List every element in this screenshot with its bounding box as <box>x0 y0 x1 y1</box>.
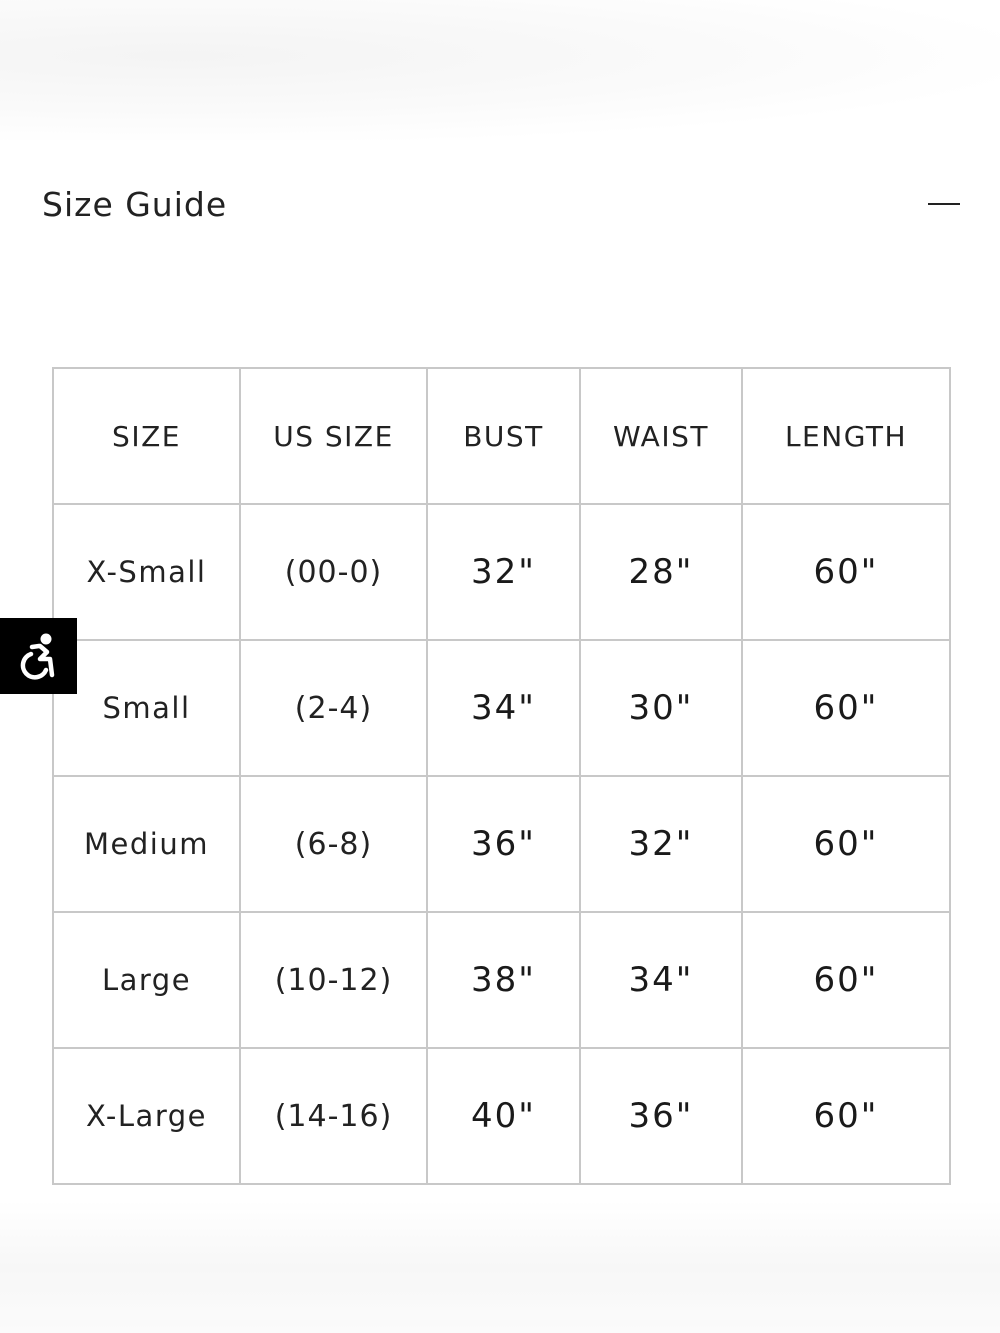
cell-bust: 36" <box>427 776 580 912</box>
cell-us-size: (14-16) <box>240 1048 427 1184</box>
size-guide-table <box>52 367 951 1185</box>
cell-size: Large <box>53 912 240 1048</box>
cell-us-size: (2-4) <box>240 640 427 776</box>
cell-us-size: (00-0) <box>240 504 427 640</box>
table-row <box>53 1048 950 1184</box>
cell-bust: 38" <box>427 912 580 1048</box>
header-us-size: US SIZE <box>240 368 427 504</box>
cell-size: X-Large <box>53 1048 240 1184</box>
cell-waist: 28" <box>580 504 742 640</box>
table-row <box>53 912 950 1048</box>
top-fade-background <box>0 0 1000 140</box>
table-row <box>53 640 950 776</box>
cell-bust: 40" <box>427 1048 580 1184</box>
cell-length: 60" <box>742 776 950 912</box>
header-bust: BUST <box>427 368 580 504</box>
table-row <box>53 776 950 912</box>
size-guide-title: Size Guide <box>42 184 228 224</box>
cell-bust: 34" <box>427 640 580 776</box>
cell-waist: 30" <box>580 640 742 776</box>
cell-waist: 34" <box>580 912 742 1048</box>
cell-length: 60" <box>742 640 950 776</box>
cell-waist: 32" <box>580 776 742 912</box>
cell-us-size: (6-8) <box>240 776 427 912</box>
cell-waist: 36" <box>580 1048 742 1184</box>
header-waist: WAIST <box>580 368 742 504</box>
cell-length: 60" <box>742 912 950 1048</box>
header-length: LENGTH <box>742 368 950 504</box>
cell-length: 60" <box>742 1048 950 1184</box>
cell-bust: 32" <box>427 504 580 640</box>
cell-us-size: (10-12) <box>240 912 427 1048</box>
size-guide-accordion-header[interactable] <box>42 178 960 230</box>
cell-size: X-Small <box>53 504 240 640</box>
cell-size: Small <box>53 640 240 776</box>
bottom-fade-background <box>0 1200 1000 1333</box>
accessibility-icon <box>16 632 62 680</box>
accessibility-button[interactable] <box>0 618 77 694</box>
cell-size: Medium <box>53 776 240 912</box>
header-size: SIZE <box>53 368 240 504</box>
table-header-row <box>53 368 950 504</box>
cell-length: 60" <box>742 504 950 640</box>
minus-icon[interactable] <box>928 194 960 214</box>
table-row <box>53 504 950 640</box>
